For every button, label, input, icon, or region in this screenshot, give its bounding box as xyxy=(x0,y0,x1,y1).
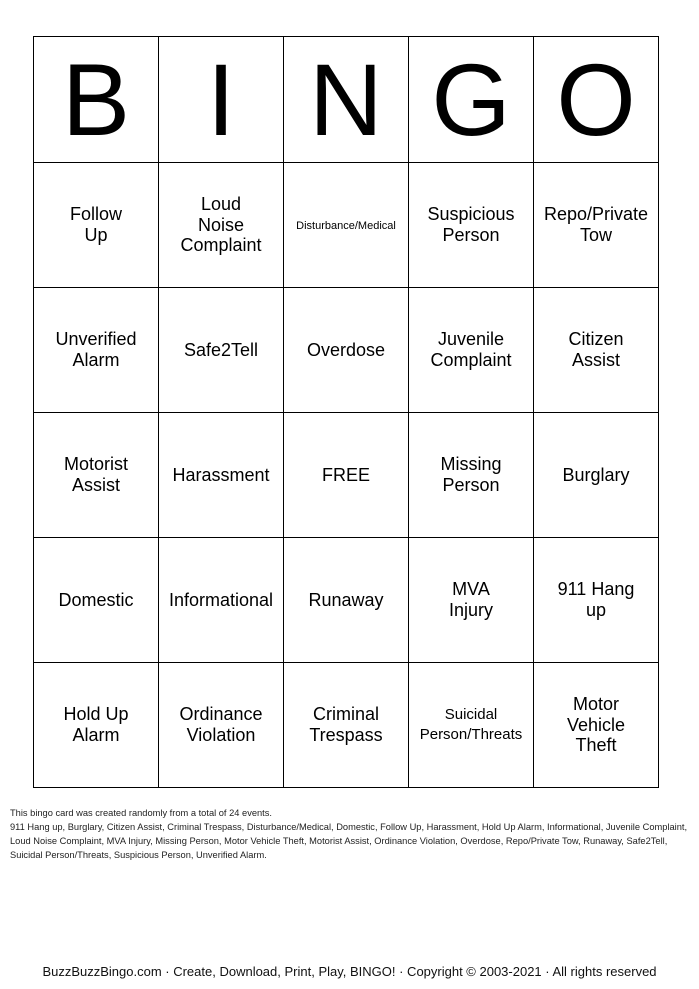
square-label-line: Hold Up xyxy=(63,704,129,725)
square-label-line: Trespass xyxy=(309,724,383,745)
square-label xyxy=(70,204,122,244)
square-label xyxy=(567,694,625,754)
site-footer: BuzzBuzzBingo.com · Create, Download, Print, Play, BINGO! · Copyright © 2003-2021 · All rights reserved xyxy=(42,964,657,979)
bingo-square xyxy=(534,163,659,288)
square-label xyxy=(58,590,133,610)
card-events-list: 911 Hang up, Burglary, Citizen Assist, Criminal Trespass, Disturbance/Medical, Domestic, Follow Up, Harassment, Hold Up Alarm, Informational, Juvenile Complaint, Loud Noise Complaint, MVA Injury, Missing Person, Motor Vehicle Theft, Motorist Assist, Ordinance Violation, Overdose, Repo/Private Tow, Runaway, Safe2Tell, Suicidal Person/Threats, Suspicious Person, Unverified Alarm. xyxy=(10,822,688,860)
header-letter-i: I xyxy=(159,37,284,163)
square-label xyxy=(449,579,493,619)
square-label-line: 911 Hang xyxy=(557,579,635,600)
bingo-card xyxy=(33,36,659,788)
square-label-line: Person xyxy=(442,224,500,245)
header-letter-n: N xyxy=(284,37,409,163)
square-label-line: Ordinance xyxy=(179,704,263,725)
square-label-line: Alarm xyxy=(72,349,120,370)
square-label-line: Person xyxy=(442,474,500,495)
square-label xyxy=(172,465,269,485)
square-label xyxy=(562,465,629,485)
bingo-row xyxy=(34,413,659,538)
square-label-line: up xyxy=(585,599,606,620)
square-label-line: Repo/Private xyxy=(543,204,649,225)
square-label-line: Vehicle xyxy=(566,714,626,735)
bingo-square xyxy=(34,538,159,663)
bingo-square xyxy=(409,538,534,663)
square-label-line: Theft xyxy=(575,734,617,755)
bingo-row xyxy=(34,288,659,413)
header-letter-b: B xyxy=(34,37,159,163)
bingo-square xyxy=(409,413,534,538)
card-created-note: This bingo card was created randomly from a total of 24 events. xyxy=(10,808,272,818)
square-label-line: Overdose xyxy=(306,339,386,360)
square-label-line: MVA xyxy=(452,579,490,600)
bingo-square xyxy=(409,163,534,288)
square-label-line: Alarm xyxy=(72,724,120,745)
square-label-line: Suicidal xyxy=(444,705,498,723)
square-label-line: Unverified xyxy=(55,329,137,350)
square-label-line: Juvenile xyxy=(437,329,505,350)
square-label xyxy=(427,204,514,244)
bingo-square xyxy=(34,288,159,413)
bingo-square xyxy=(284,413,409,538)
bingo-square xyxy=(284,538,409,663)
square-label-line: Missing xyxy=(440,454,502,475)
bingo-square xyxy=(159,163,284,288)
bingo-square xyxy=(159,663,284,788)
square-label-line: Harassment xyxy=(172,464,270,485)
square-label xyxy=(440,454,501,494)
square-label-line: Violation xyxy=(186,724,256,745)
square-label xyxy=(55,329,136,369)
square-label xyxy=(296,220,396,232)
square-label xyxy=(308,590,383,610)
square-label-line: Burglary xyxy=(562,464,630,485)
square-label-line: Suspicious xyxy=(427,204,515,225)
square-label xyxy=(169,590,273,610)
square-label-line: Noise xyxy=(197,214,244,235)
bingo-row xyxy=(34,538,659,663)
square-label-line: Motorist xyxy=(63,454,128,475)
square-label-line: Assist xyxy=(571,349,620,370)
square-label xyxy=(322,465,370,485)
square-label-line: Assist xyxy=(71,474,120,495)
square-label-line: Follow xyxy=(69,204,122,225)
square-label xyxy=(309,704,382,744)
square-label xyxy=(184,340,258,360)
square-label-line: Loud xyxy=(200,194,242,215)
square-label-line: Person/Threats xyxy=(419,726,523,743)
header-letter-g: G xyxy=(409,37,534,163)
header-letter-o: O xyxy=(534,37,659,163)
square-label xyxy=(420,705,523,746)
square-label xyxy=(568,329,623,369)
square-label-line: Motor xyxy=(572,694,619,715)
bingo-row xyxy=(34,663,659,788)
bingo-square xyxy=(284,288,409,413)
square-label-line: Complaint xyxy=(430,349,512,370)
bingo-row xyxy=(34,163,659,288)
bingo-square xyxy=(534,288,659,413)
bingo-square xyxy=(159,288,284,413)
square-label xyxy=(558,579,635,619)
card-info xyxy=(10,806,692,862)
bingo-square xyxy=(159,413,284,538)
bingo-square xyxy=(534,413,659,538)
square-label-line: Domestic xyxy=(58,589,134,610)
square-label-line: Disturbance/Medical xyxy=(296,220,396,232)
bingo-square xyxy=(34,663,159,788)
square-label xyxy=(430,329,511,369)
square-label xyxy=(307,340,385,360)
square-label xyxy=(64,454,128,494)
square-label-line: Runaway xyxy=(308,589,384,610)
square-label-line: Safe2Tell xyxy=(183,339,259,360)
bingo-square xyxy=(34,413,159,538)
square-label xyxy=(544,204,648,244)
square-label-line: Complaint xyxy=(180,234,262,255)
bingo-square xyxy=(284,163,409,288)
bingo-square xyxy=(409,663,534,788)
square-label xyxy=(179,704,262,744)
bingo-square xyxy=(409,288,534,413)
bingo-header-row xyxy=(34,37,659,163)
square-label-line: Tow xyxy=(579,224,612,245)
square-label-line: Injury xyxy=(448,599,493,620)
square-label-line: Citizen xyxy=(568,329,624,350)
square-label-line: Informational xyxy=(168,589,274,610)
bingo-square xyxy=(284,663,409,788)
bingo-square xyxy=(34,163,159,288)
square-label xyxy=(180,194,261,254)
bingo-square xyxy=(159,538,284,663)
bingo-square xyxy=(534,538,659,663)
square-label xyxy=(63,704,128,744)
bingo-square xyxy=(534,663,659,788)
square-label-line: Criminal xyxy=(312,704,379,725)
square-label-line: FREE xyxy=(321,464,370,485)
square-label-line: Up xyxy=(84,224,108,245)
